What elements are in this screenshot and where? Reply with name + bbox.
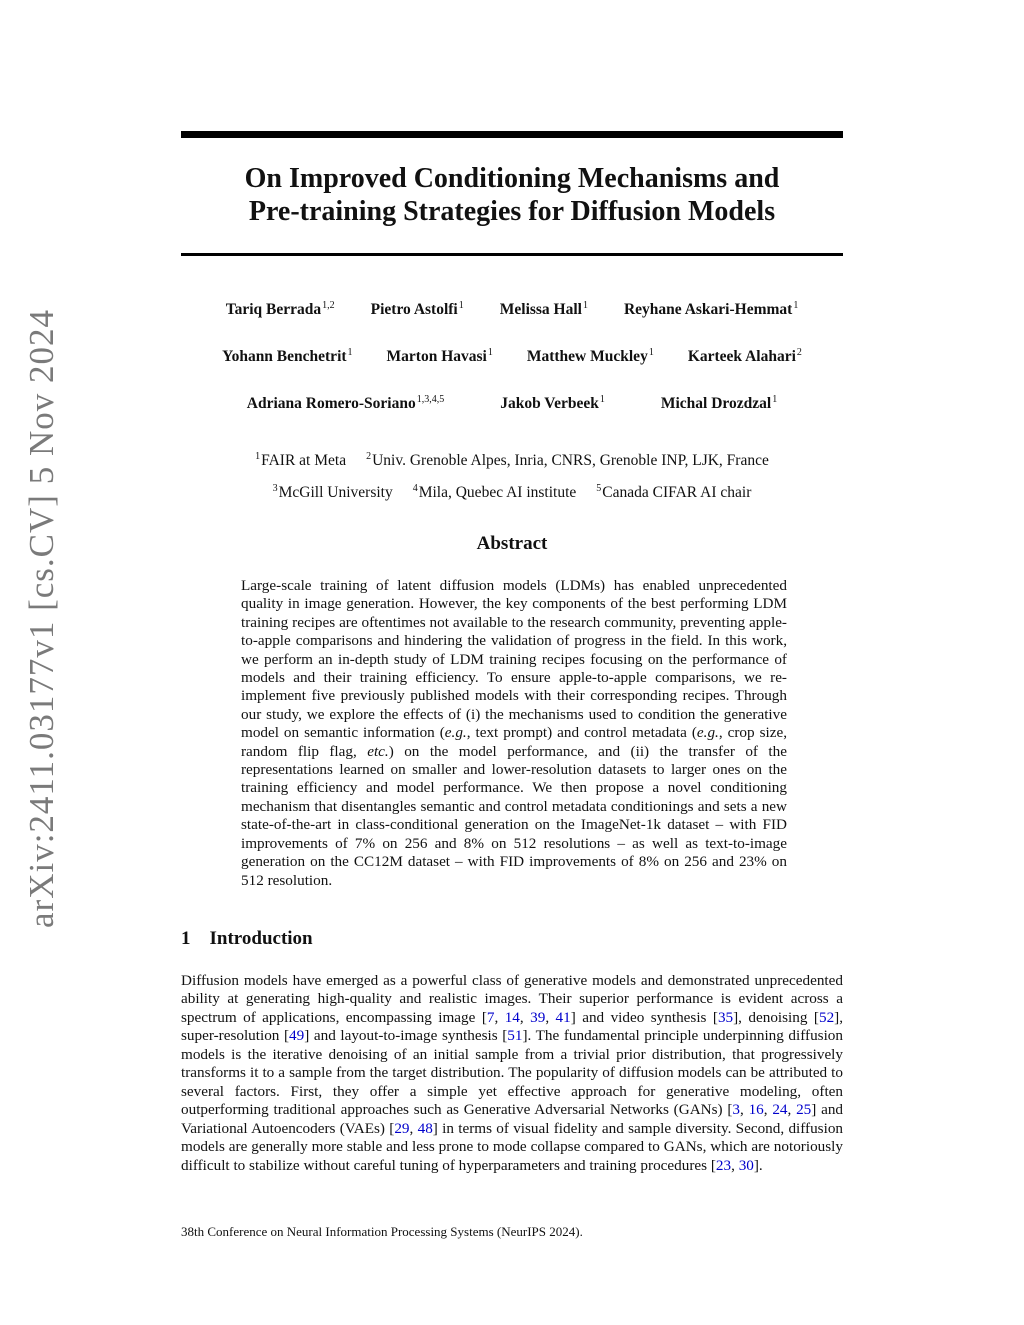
citation-link[interactable]: 35: [717, 1008, 734, 1026]
citation-link[interactable]: 30: [738, 1156, 754, 1174]
author: Matthew Muckley$^1$: [526, 347, 654, 365]
citation-link[interactable]: 39: [530, 1008, 546, 1026]
title-line-1: On Improved Conditioning Mechanisms and: [244, 163, 780, 194]
citation-link[interactable]: 41: [555, 1008, 571, 1026]
authors-row-3: [181, 394, 843, 413]
conference-footnote: 38th Conference on Neural Information Processing Systems (NeurIPS 2024).: [181, 1224, 583, 1239]
citation-link[interactable]: 48: [417, 1119, 433, 1137]
introduction-paragraph: Diffusion models have emerged as a powerful class of generative models and demonstrated unprecedented ability at generating high-quality and realistic images. Their superior performance is evident across a spectrum of applications, encompassing image [7, 14, 39, 41] and video synthesis [35], denoising [52], super-resolution [49] and layout-to-image synthesis [51]. The fundamental principle underpinning diffusion models is the iterative denoising of an initial sample from a trivial prior distribution, that progressively transforms it to a sample from the target distribution. The popularity of diffusion models can be attributed to several factors. First, they offer a simple yet effective approach for generative modeling, often outperforming traditional approaches such as Generative Adversarial Networks (GANs) [3, 16, 24, 25] and Variational Autoencoders (VAEs) [29, 48] in terms of visual fidelity and sample diversity. Second, diffusion models are generally more stable and less prone to mode collapse compared to GANs, which are notoriously difficult to stabilize without careful tuning of hyperparameters and training procedures [23, 30].: [181, 972, 844, 1174]
author: Tariq Berrada$^{1,2}$: [225, 300, 335, 318]
affiliation: $^5$Canada CIFAR AI chair: [596, 483, 752, 501]
affiliation: $^1$FAIR at Meta: [255, 451, 347, 469]
citation-link[interactable]: 7: [486, 1008, 495, 1026]
citation-link[interactable]: 49: [289, 1027, 305, 1045]
author: Michal Drozdzal$^1$: [660, 394, 778, 412]
citation-link[interactable]: 29: [394, 1119, 410, 1137]
affiliation: $^4$Mila, Quebec AI institute: [412, 483, 577, 501]
section-heading-introduction: 1 Introduction: [181, 928, 313, 949]
author: Reyhane Askari-Hemmat$^1$: [623, 300, 799, 318]
author: Yohann Benchetrit$^1$: [222, 347, 353, 365]
authors-row-2: [181, 347, 843, 366]
citation-link[interactable]: 16: [748, 1101, 764, 1119]
citation-link[interactable]: 3: [732, 1101, 741, 1119]
title-line-2: Pre-training Strategies for Diffusion Models: [248, 196, 776, 227]
title-bottom-rule: [181, 253, 843, 256]
author: Jakob Verbeek$^1$: [500, 394, 605, 412]
affiliations-row-2: [181, 483, 843, 502]
citation-link[interactable]: 14: [504, 1008, 520, 1026]
abstract-body: Large-scale training of latent diffusion models (LDMs) has enabled unprecedented quality in image generation. However, the key components of the best performing LDM training recipes are oftentimes not available to the research community, preventing apple-to-apple comparisons and hindering the validation of progress in the field. In this work, we perform an in-depth study of LDM training recipes focusing on the performance of models and their training efficiency. To ensure apple-to-apple comparisons, we re-implement five previously published models with their corresponding recipes. Through our study, we explore the effects of (i) the mechanisms used to condition the generative model on semantic information (e.g., text prompt) and control metadata (e.g., crop size, random flip flag, etc.) on the model performance, and (ii) the transfer of the representations learned on smaller and lower-resolution datasets to larger ones on the training efficiency and model performance. We then propose a novel conditioning mechanism that disentangles semantic and control metadata conditionings and sets a new state-of-the-art in class-conditional generation on the ImageNet-1k dataset – with FID improvements of 7% on 256 and 8% on 512 resolutions – as well as text-to-image generation on the CC12M dataset – with FID improvements of 8% on 256 and 23% on 512 resolution.: [241, 577, 787, 889]
author: Marton Havasi$^1$: [386, 347, 493, 365]
author: Adriana Romero-Soriano$^{1,3,4,5}$: [246, 394, 445, 412]
citation-link[interactable]: 52: [818, 1008, 835, 1026]
affiliations-row-1: [181, 451, 843, 470]
affiliation: $^2$Univ. Grenoble Alpes, Inria, CNRS, Grenoble INP, LJK, France: [366, 451, 769, 469]
author: Karteek Alahari$^2$: [687, 347, 802, 365]
authors-row-1: [181, 300, 843, 319]
affiliation: $^3$McGill University: [272, 483, 393, 501]
arxiv-identifier-stamp: arXiv:2411.03177v1 [cs.CV] 5 Nov 2024: [22, 309, 61, 928]
title-top-rule: [181, 131, 843, 138]
citation-link[interactable]: 51: [507, 1027, 523, 1045]
citation-link[interactable]: 23: [715, 1156, 732, 1174]
abstract-heading: Abstract: [476, 533, 548, 554]
author: Pietro Astolfi$^1$: [370, 300, 464, 318]
citation-link[interactable]: 25: [796, 1101, 812, 1119]
citation-link[interactable]: 24: [772, 1101, 788, 1119]
author: Melissa Hall$^1$: [499, 300, 588, 318]
paper-title: [181, 162, 843, 228]
